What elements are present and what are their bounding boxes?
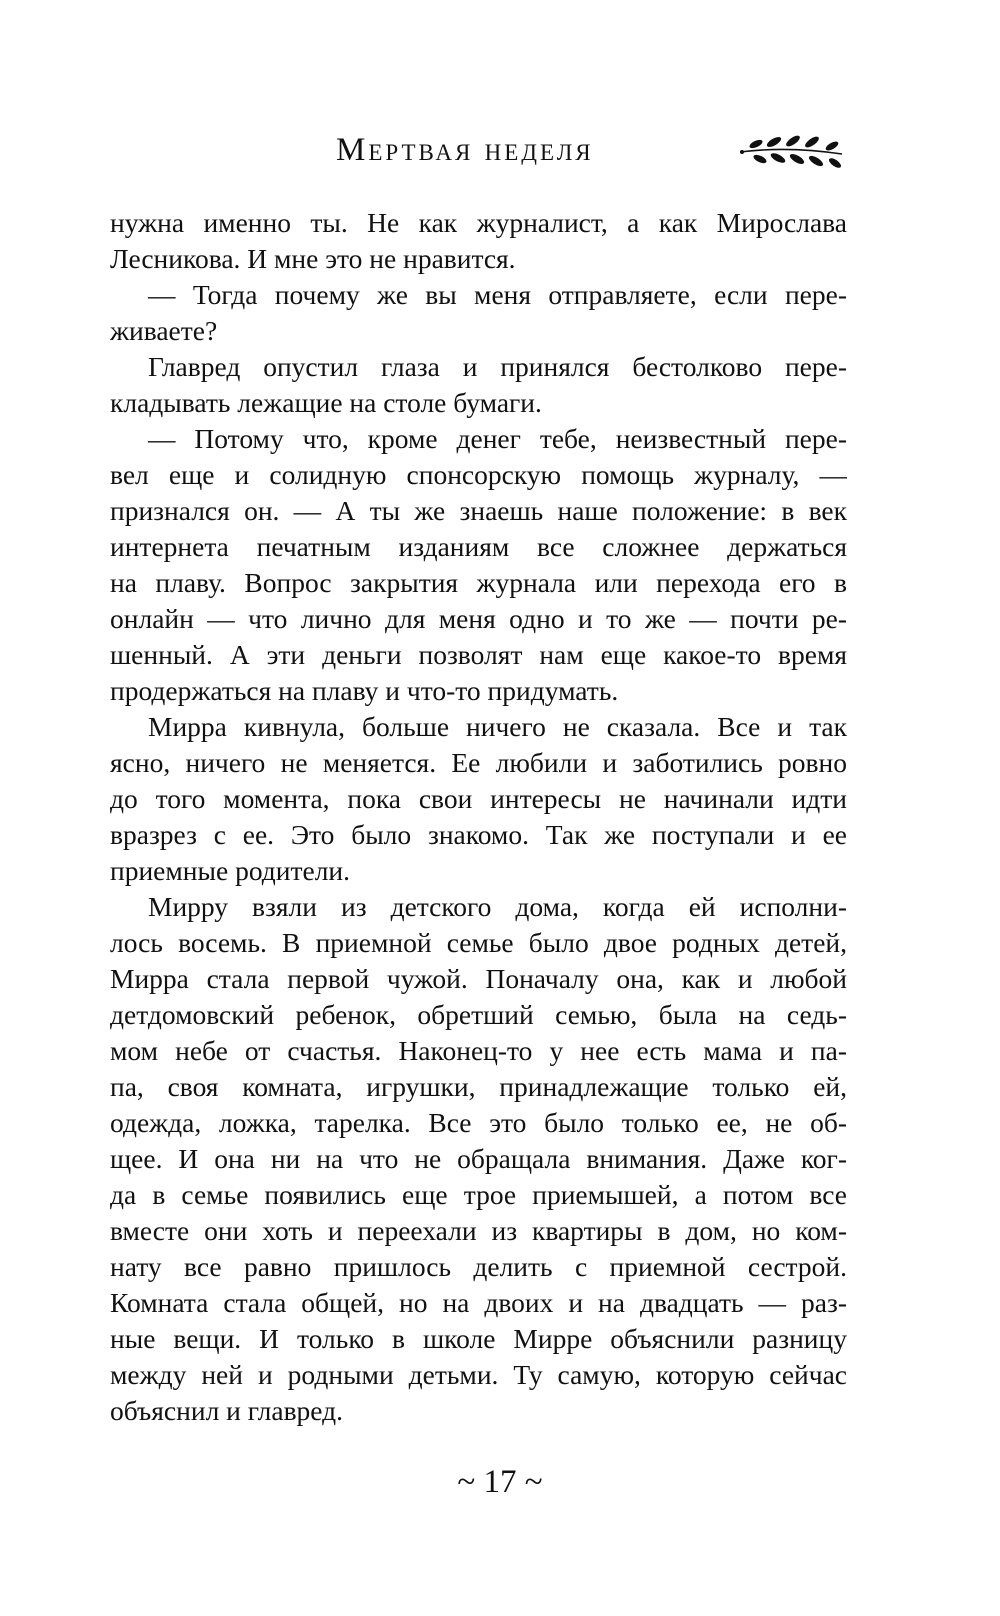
text-line: лось восемь. В приемной семье было двое родных детей, bbox=[110, 927, 847, 958]
page-number: ~ 17 ~ bbox=[457, 1464, 543, 1500]
body-text bbox=[110, 205, 847, 1429]
text-line: онлайн — что лично для меня одно и то же — почти ре- bbox=[110, 603, 847, 634]
running-title: Мертвая неделя bbox=[336, 132, 594, 168]
text-line: нату все равно пришлось делить с приемной сестрой. bbox=[110, 1251, 847, 1282]
running-header bbox=[0, 128, 1000, 188]
text-line: мом небе от счастья. Наконец-то у нее есть мама и па- bbox=[110, 1035, 847, 1066]
text-line: шенный. А эти деньги позволят нам еще какое-то время bbox=[110, 639, 847, 670]
text-line: ные вещи. И только в школе Мирре объяснили разницу bbox=[110, 1323, 847, 1354]
text-line: объяснил и главред. bbox=[110, 1395, 344, 1426]
text-line: живаете? bbox=[110, 315, 218, 346]
text-line: детдомовский ребенок, обретший семью, была на седь- bbox=[110, 999, 847, 1030]
text-line: Мирру взяли из детского дома, когда ей исполни- bbox=[148, 891, 847, 922]
text-line: вел еще и солидную спонсорскую помощь журналу, — bbox=[110, 459, 847, 490]
text-line: па, своя комната, игрушки, принадлежащие только ей, bbox=[110, 1071, 847, 1102]
text-line: Лесникова. И мне это не нравится. bbox=[110, 243, 516, 274]
text-line: одежда, ложка, тарелка. Все это было только ее, не об- bbox=[110, 1107, 847, 1138]
text-line: ясно, ничего не меняется. Ее любили и заботились ровно bbox=[110, 747, 847, 778]
text-line: щее. И она ни на что не обращала внимания. Даже ког- bbox=[110, 1143, 847, 1174]
text-line: Главред опустил глаза и принялся бестолково пере- bbox=[148, 351, 847, 382]
text-line: между ней и родными детьми. Ту самую, которую сейчас bbox=[110, 1359, 847, 1390]
text-line: признался он. — А ты же знаешь наше положение: в век bbox=[110, 495, 847, 526]
text-line: — Потому что, кроме денег тебе, неизвестный пере- bbox=[148, 423, 847, 454]
text-line: — Тогда почему же вы меня отправляете, если пере- bbox=[148, 279, 847, 310]
text-line: приемные родители. bbox=[110, 855, 351, 886]
text-line: Комната стала общей, но на двоих и на двадцать — раз- bbox=[110, 1287, 847, 1318]
text-line: интернета печатным изданиям все сложнее держаться bbox=[110, 531, 847, 562]
text-line: на плаву. Вопрос закрытия журнала или перехода его в bbox=[110, 567, 847, 598]
text-line: Мирра стала первой чужой. Поначалу она, как и любой bbox=[110, 963, 847, 994]
text-line: да в семье появились еще трое приемышей, а потом все bbox=[110, 1179, 847, 1210]
laurel-branch-icon bbox=[736, 132, 846, 172]
text-line: Мирра кивнула, больше ничего не сказала. Все и так bbox=[148, 711, 847, 742]
text-line: продержаться на плаву и что-то придумать. bbox=[110, 675, 619, 706]
text-line: вместе они хоть и переехали из квартиры в дом, но ком- bbox=[110, 1215, 847, 1246]
text-line: нужна именно ты. Не как журналист, а как Мирослава bbox=[110, 207, 847, 238]
text-line: вразрез с ее. Это было знакомо. Так же поступали и ее bbox=[110, 819, 847, 850]
text-line: до того момента, пока свои интересы не начинали идти bbox=[110, 783, 847, 814]
text-line: кладывать лежащие на столе бумаги. bbox=[110, 387, 542, 418]
